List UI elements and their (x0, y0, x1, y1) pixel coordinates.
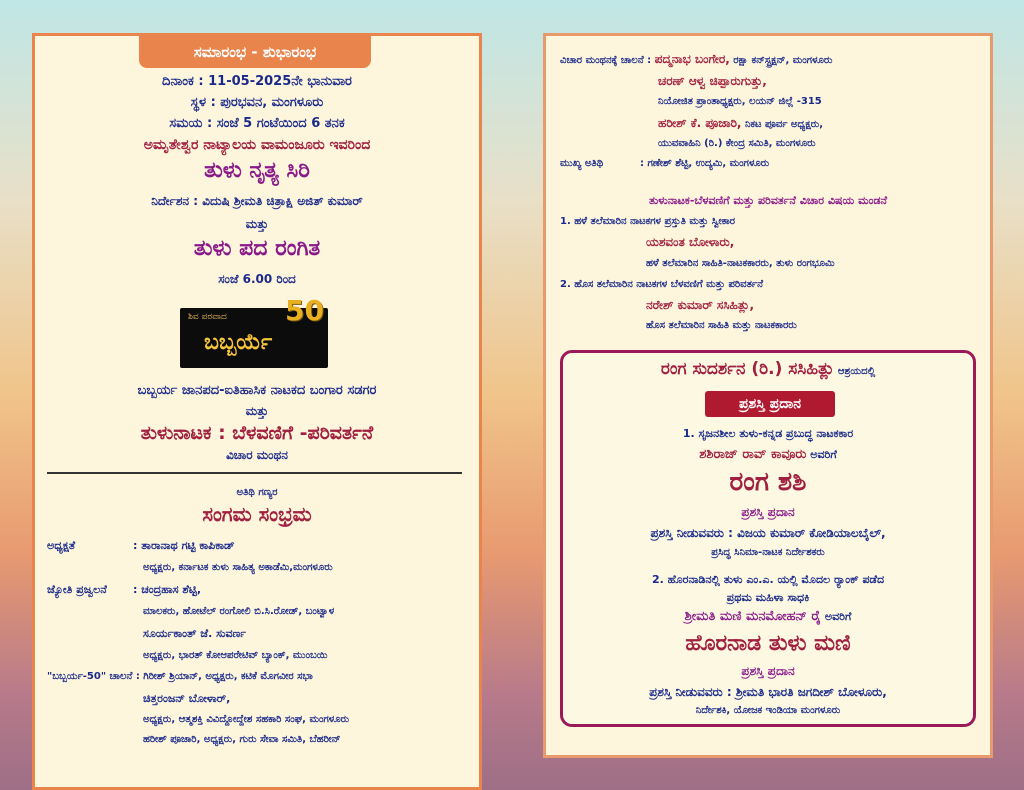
opener-2-name: ಚರಣ್ ಆಳ್ವ ಚಿಪ್ಪಾರುಗುತ್ತು, (658, 74, 767, 88)
opener-3-desc: ನಿಕಟ ಪೂರ್ವ ಅಧ್ಯಕ್ಷರು, (741, 119, 824, 130)
right-invitation-panel (543, 33, 993, 758)
ceremony-ribbon: ಸಮಾರಂಭ - ಶುಭಾರಂಭ (139, 36, 371, 68)
award-2-line-2: ಪ್ರಥಮ ಮಹಿಳಾ ಸಾಧಕಿ (726, 591, 810, 604)
launch-desc-2: ಅಧ್ಯಕ್ಷರು, ಆತ್ಮಶಕ್ತಿ ವಿವಿದ್ದೋದ್ದೇಶ ಸಹಕಾರಿ ಸಂಘ, ಮಂಗಳೂರು (143, 714, 350, 725)
award-2-name-line (563, 609, 973, 624)
org-title: ರಂಗ ಸುದರ್ಶನ (ರಿ.) ಸಸಿಹಿತ್ಲು (660, 359, 835, 379)
lamp-name-2: ಸೂರ್ಯಕಾಂತ್ ಜೆ. ಸುವರ್ಣ (143, 627, 247, 640)
award-1-name-line (563, 447, 973, 462)
speaker-2-desc: ಹೊಸ ತಲೆಮಾರಿನ ಸಾಹಿತಿ ಮತ್ತು ನಾಟಕಕಾರರು (646, 320, 797, 331)
opener-2-desc: ನಿಯೋಜಿತ ಪ್ರಾಂತಾಧ್ಯಕ್ಷರು, ಲಯನ್ ಜಿಲ್ಲೆ -315 (658, 96, 822, 107)
president-name: : ತಾರಾನಾಥ ಗಟ್ಟಿ ಕಾಪಿಕಾಡ್ (133, 539, 235, 552)
launch-name-2: ಚಿತ್ತರಂಜನ್ ಬೋಳಾರ್, (143, 692, 231, 705)
award-1-name: ಶಶಿರಾಜ್ ರಾವ್ ಕಾವೂರು (699, 447, 807, 462)
topic-2: 2. ಹೊಸ ತಲೆಮಾರಿನ ನಾಟಕಗಳ ಬೆಳವಣಿಗೆ ಮತ್ತು ಪರಿವರ್ತನೆ (560, 279, 764, 290)
evening-time: ಸಂಜೆ 6.00 ರಿಂದ (218, 272, 296, 286)
award-1-title: ರಂಗ ಶಶಿ (729, 467, 807, 497)
award-pill: ಪ್ರಶಸ್ತಿ ಪ್ರದಾನ (705, 391, 835, 417)
opener-line-3 (658, 116, 823, 131)
sangama-title: ಸಂಗಮ ಸಂಭ್ರಮ (202, 502, 312, 526)
event-venue: ಸ್ಥಳ : ಪುರಭವನ, ಮಂಗಳೂರು (190, 95, 324, 110)
logo-caption: ಶಿವ ಪರವಾದ (188, 312, 227, 322)
section-divider (47, 472, 462, 474)
award-2-suffix: ಅವರಿಗೆ (821, 610, 852, 623)
award-box (560, 350, 976, 727)
award-2-giver-desc: ನಿರ್ದೇಶಕಿ, ಯೋಜಕ ಇಂಡಿಯಾ ಮಂಗಳೂರು (695, 705, 841, 716)
award-2-name: ಶ್ರೀಮತಿ ಮಣಿ ಮನಮೋಹನ್ ರೈ (684, 609, 822, 624)
lamp-name-1: : ಚಂದ್ರಹಾಸ ಶೆಟ್ಟಿ, (133, 583, 202, 596)
golden-jubilee-line: ಬಬ್ಬರ್ಯ ಜಾನಪದ-ಐತಿಹಾಸಿಕ ನಾಟಕದ ಬಂಗಾರ ಸಡಗರ (137, 383, 377, 398)
dance-title: ತುಳು ನೃತ್ಯ ಸಿರಿ (204, 158, 310, 183)
launch-name-3: ಹರೀಶ್ ಪೂಜಾರಿ, (143, 734, 201, 745)
opener-1-name: ಪದ್ಮನಾಭ ಬಂಗೇರ, (654, 52, 730, 66)
guest-label: ಅತಿಥಿ ಗಣ್ಯರ (236, 487, 278, 498)
left-invitation-panel (32, 33, 482, 790)
logo-title: ಬಬ್ಬರ್ಯೆ (204, 330, 273, 355)
logo-fifty: 50 (285, 294, 324, 327)
award-1-line: 1. ಸೃಜನಶೀಲ ತುಳು-ಕನ್ನಡ ಪ್ರಬುದ್ಧ ನಾಟಕಕಾರ (682, 427, 854, 440)
org-suffix: ಆಶ್ರಯದಲ್ಲಿ (834, 366, 876, 377)
topic-1: 1. ಹಳೆ ತಲೆಮಾರಿನ ನಾಟಕಗಳ ಪ್ರಸ್ತುತಿ ಮತ್ತು ಸ್ವೀಕಾರ (560, 216, 736, 227)
and-text-2: ಮತ್ತು (245, 404, 269, 418)
opener-1-desc: ರಕ್ಷಾ ಕನ್‌ಸ್ಟ್ರಕ್ಷನ್, ಮಂಗಳೂರು (729, 55, 833, 66)
launch-desc-3: ಅಧ್ಯಕ್ಷರು, ಗುರು ಸೇವಾ ಸಮಿತಿ, ಬೆಹರೀನ್ (203, 734, 341, 745)
award-1-suffix: ಅವರಿಗೆ (806, 448, 837, 461)
vichara-manthana: ವಿಚಾರ ಮಂಥನ (226, 448, 288, 462)
topic-heading: ತುಳುನಾಟಕ-ಬೆಳವಣಿಗೆ ಮತ್ತು ಪರಿವರ್ತನೆ ವಿಚಾರ ವಿಷಯ ಮಂಡನೆ (648, 194, 888, 207)
opener-line-1 (560, 52, 832, 67)
award-1-giver-desc: ಪ್ರಸಿದ್ಧ ಸಿನಿಮಾ-ನಾಟಕ ನಿರ್ದೇಶಕರು (711, 547, 825, 558)
pada-title: ತುಳು ಪದ ರಂಗಿತ (193, 236, 321, 261)
natak-title: ತುಳುನಾಟಕ : ಬೆಳವಣಿಗೆ -ಪರಿವರ್ತನೆ (140, 422, 374, 444)
award-1-pradana: ಪ್ರಶಸ್ತಿ ಪ್ರದಾನ (741, 505, 795, 519)
opener-3-desc-2: ಯುವವಾಹಿನಿ (ರಿ.) ಕೇಂದ್ರ ಸಮಿತಿ, ಮಂಗಳೂರು (658, 138, 816, 149)
opener-label: ವಿಚಾರ ಮಂಥನಕ್ಕೆ ಚಾಲನೆ : (560, 55, 652, 66)
president-label: ಅಧ್ಯಕ್ಷತೆ (47, 539, 76, 552)
and-text: ಮತ್ತು (245, 217, 269, 231)
director-line: ನಿರ್ದೇಶನ : ವಿದುಷಿ ಶ್ರೀಮತಿ ಚಿತ್ರಾಕ್ಷಿ ಅಜಿತ್ ಕುಮಾರ್ (151, 194, 363, 208)
award-2-pradana: ಪ್ರಶಸ್ತಿ ಪ್ರದಾನ (741, 664, 795, 678)
lamp-desc-1: ಮಾಲಕರು, ಹೋಟೆಲ್ ರಂಗೋಲಿ ಬಿ.ಸಿ.ರೋಡ್, ಬಂಟ್ವಾಳ (143, 606, 335, 617)
chief-guest-label: ಮುಖ್ಯ ಅತಿಥಿ (560, 158, 604, 169)
speaker-2: ನರೇಶ್ ಕುಮಾರ್ ಸಸಿಹಿತ್ಲು, (646, 298, 755, 312)
chief-guest-value: : ಗಣೇಶ್ ಶೆಟ್ಟಿ, ಉದ್ಯಮಿ, ಮಂಗಳೂರು (640, 158, 770, 169)
award-1-giver: ಪ್ರಶಸ್ತಿ ನೀಡುವವರು : ವಿಜಯ ಕುಮಾರ್ ಕೋಡಿಯಾಲಬೈಲ್, (650, 526, 886, 540)
presenter-line: ಅಮೃತೇಶ್ವರ ನಾಟ್ಯಾಲಯ ವಾಮಂಜೂರು ಇವರಿಂದ (143, 137, 371, 153)
launch-line: "ಬಬ್ಬರ್ಯ-50" ಚಾಲನೆ : ಗಿರೀಶ್ ಶ್ರಿಯಾನ್, ಅಧ್ಯಕ್ಷರು, ಕಟಿಕೆ ಮೊಗವೀರ ಸಭಾ (47, 671, 313, 682)
event-time: ಸಮಯ : ಸಂಜೆ 5 ಗಂಟೆಯಿಂದ 6 ತನಕ (169, 116, 345, 131)
award-2-giver: ಪ್ರಶಸ್ತಿ ನೀಡುವವರು : ಶ್ರೀಮತಿ ಭಾರತಿ ಜಗದೀಶ್ ಬೋಳೂರು, (649, 685, 887, 699)
president-desc: ಅಧ್ಯಕ್ಷರು, ಕರ್ನಾಟಕ ತುಳು ಸಾಹಿತ್ಯ ಅಕಾಡೆಮಿ,ಮಂಗಳೂರು (143, 562, 333, 573)
speaker-1-desc: ಹಳೆ ತಲೆಮಾರಿನ ಸಾಹಿತಿ-ನಾಟಕಕಾರರು, ತುಳು ರಂಗಭೂಮಿ (646, 258, 835, 269)
opener-3-name: ಹರೀಶ್ ಕೆ. ಪೂಜಾರಿ, (658, 116, 742, 130)
launch-line-3 (143, 734, 341, 745)
org-line (563, 359, 973, 379)
event-date: ದಿನಾಂಕ : 11-05-2025ನೇ ಭಾನುವಾರ (162, 74, 352, 89)
award-2-line-1: 2. ಹೊರನಾಡಿನಲ್ಲಿ ತುಳು ಎಂ.ಎ. ಯಲ್ಲಿ ಮೊದಲ ರ್‍ಯಾಂಕ್ ಪಡೆದ (651, 573, 885, 586)
lamp-desc-2: ಅಧ್ಯಕ್ಷರು, ಭಾರತ್ ಕೋಆಪರೇಟಿವ್ ಬ್ಯಾಂಕ್, ಮುಂಬಯಿ (143, 650, 328, 661)
speaker-1: ಯಶವಂತ ಬೋಳಾರು, (646, 235, 735, 249)
lamp-label: ಜ್ಯೋತಿ ಪ್ರಜ್ವಲನೆ (47, 583, 107, 596)
award-2-title: ಹೊರನಾಡ ತುಳು ಮಣಿ (685, 631, 851, 656)
